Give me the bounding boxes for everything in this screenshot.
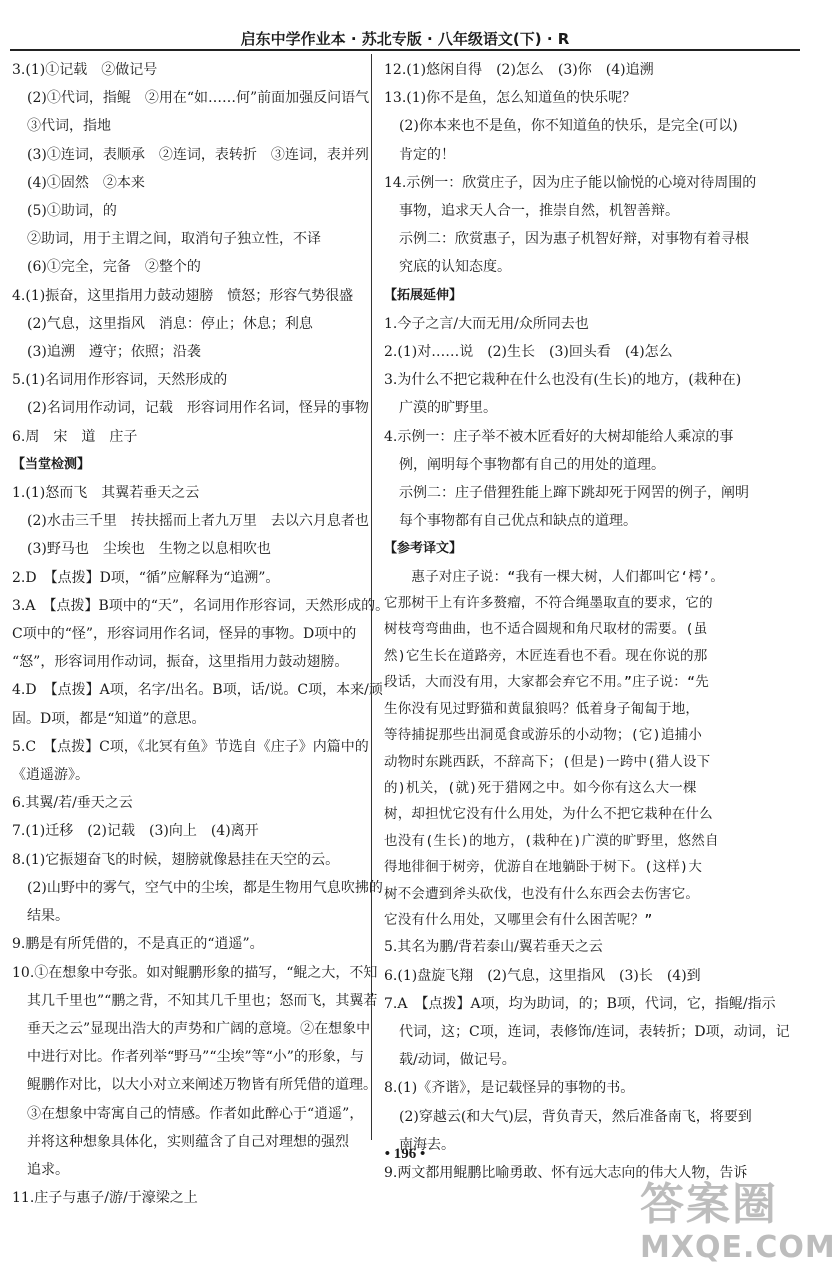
answer-line: ②助词，用于主谓之间，取消句子独立性，不译 [27, 231, 321, 248]
answer-line: 4.D 【点拨】A项，名字/出名。B项，话/说。C项，本来/顽 [12, 682, 383, 699]
answer-line: ③代词，指地 [27, 118, 111, 135]
answer-line: 1.今子之言/大而无用/众所同去也 [384, 315, 589, 332]
answer-line: (3)追溯 遵守；依照；沿袭 [27, 344, 201, 361]
translation-line: 然)它生长在道路旁，木匠连看也不看。现在你说的那 [384, 647, 708, 664]
answer-line: 载/动词，做记号。 [399, 1052, 516, 1069]
answer-line: 8.(1)它振翅奋飞的时候，翅膀就像悬挂在天空的云。 [12, 851, 340, 868]
answer-line: 2.D 【点拨】D项，“循”应解释为“追溯”。 [12, 569, 280, 586]
answer-line: (2)山野中的雾气，空气中的尘埃，都是生物用气息吹拂的 [27, 879, 383, 896]
answer-line: C项中的“怪”，形容词用作名词，怪异的事物。D项中的 [12, 626, 357, 643]
answer-line: 并将这种想象具体化，实则蕴含了自己对理想的强烈 [27, 1133, 349, 1150]
answer-line: 9.鹏是有所凭借的，不是真正的“逍遥”。 [12, 936, 264, 953]
answer-line: ③在想象中寄寓自己的情感。作者如此醉心于“逍遥”， [27, 1105, 364, 1122]
answer-line: (2)穿越云(和大气)层，背负青天，然后准备南飞，将要到 [399, 1108, 752, 1125]
answer-line: 固。D项，都是“知道”的意思。 [12, 710, 206, 727]
answer-line: 垂天之云”显现出浩大的声势和广阔的意境。②在想象中 [27, 1020, 371, 1037]
translation-line: 得地徘徊于树旁，优游自在地躺卧于树下。(这样)大 [384, 859, 703, 876]
translation-line: 它那树干上有许多赘瘤，不符合绳墨取直的要求，它的 [384, 595, 713, 612]
answer-line: 示例二：庄子借狸狌能上蹿下跳却死于网罟的例子，阐明 [399, 485, 749, 502]
left-column [12, 56, 390, 1212]
answer-line: (4)①固然 ②本来 [27, 174, 145, 191]
answer-line: 11.庄子与惠子/游/于濠梁之上 [12, 1190, 198, 1207]
answer-line: 13.(1)你不是鱼，怎么知道鱼的快乐呢？ [384, 90, 637, 107]
right-answers-top [384, 56, 802, 564]
translation-line: 树，却担忧它没有什么用处，为什么不把它栽种在什么 [384, 806, 713, 823]
answer-line: 4.(1)振奋，这里指用力鼓动翅膀 愤怒；形容气势很盛 [12, 287, 354, 304]
answer-line: 3.(1)①记载 ②做记号 [12, 62, 158, 78]
watermark-text-top: 答案圈 [640, 1179, 778, 1230]
answer-line: 5.C 【点拨】C项，《北冥有鱼》节选自《庄子》内篇中的 [12, 738, 369, 755]
answer-line: 5.其名为鹏/背若泰山/翼若垂天之云 [384, 939, 603, 956]
answer-line: (3)野马也 尘埃也 生物之以息相吹也 [27, 541, 271, 558]
right-column [384, 56, 802, 1187]
answer-line: 代词，这；C项，连词，表修饰/连词，表转折；D项，动词，记 [399, 1023, 790, 1040]
translation-line: 生你没有见过野猫和黄鼠狼吗？低着身子匍匐于地， [384, 700, 700, 717]
page-number: • 196 • [384, 1146, 426, 1162]
translation-line: 树不会遭到斧头砍伐，也没有什么东西会去伤害它。 [384, 885, 700, 902]
translation-line: 的)机关，(就)死于猎网之中。如今你有这么大一棵 [384, 779, 697, 796]
answer-line: 广漠的旷野里。 [399, 400, 497, 417]
answer-line: 南海去。 [399, 1136, 455, 1153]
translation-line: 惠子对庄子说：“我有一棵大树，人们都叫它‘樗’。 [384, 568, 725, 585]
page-header [0, 0, 810, 50]
answer-line: 6.(1)盘旋飞翔 (2)气息，这里指风 (3)长 (4)到 [384, 967, 701, 984]
answer-line: (2)你本来也不是鱼，你不知道鱼的快乐，是完全(可以) [399, 118, 738, 135]
answer-line: (2)气息，这里指风 消息：停止；休息；利息 [27, 315, 313, 332]
reference-translation [384, 564, 802, 934]
answer-line: 10.①在想象中夸张。如对鲲鹏形象的描写，“鲲之大，不知 [12, 964, 378, 981]
answer-line: 8.(1)《齐谐》，是记载怪异的事物的书。 [384, 1080, 635, 1097]
section-heading: 【当堂检测】 [12, 456, 91, 472]
answer-line: 事物，追求天人合一，推崇自然，机智善辩。 [399, 203, 679, 220]
answer-line: 其几千里也”“鹏之背，不知其几千里也；怒而飞，其翼若 [27, 992, 378, 1009]
answer-line: 9.两文都用鲲鹏比喻勇敢、怀有远大志向的伟大人物，告诉 [384, 1164, 748, 1181]
watermark-text-bottom: MXQE.COM [640, 1230, 836, 1265]
answer-line: 究底的认知态度。 [399, 259, 511, 276]
answer-line: 2.(1)对……说 (2)生长 (3)回头看 (4)怎么 [384, 344, 673, 361]
answer-line: 3.A 【点拨】B项中的“天”，名词用作形容词，天然形成的。 [12, 597, 390, 614]
translation-line: 它没有什么用处，又哪里会有什么困苦呢？” [384, 911, 653, 928]
section-heading: 【拓展延伸】 [384, 287, 463, 303]
header-rule [10, 49, 800, 51]
answer-line: 追求。 [27, 1161, 69, 1178]
answer-line: “怒”，形容词用作动词，振奋，这里指用力鼓动翅膀。 [12, 654, 349, 671]
translation-line: 动物时东跳西跃，不辞高下；(但是)一跨中(猎人设下 [384, 753, 711, 770]
answer-line: 7.(1)迁移 (2)记载 (3)向上 (4)离开 [12, 823, 259, 840]
answer-line: 结果。 [27, 908, 69, 925]
answer-line: (2)①代词，指鲲 ②用在“如……何”前面加强反问语气 [27, 90, 370, 107]
answer-line: 3.为什么不把它栽种在什么也没有(生长)的地方，(栽种在) [384, 372, 742, 389]
answer-line: 6.周 宋 道 庄子 [12, 428, 138, 445]
answer-line: 鲲鹏作对比，以大小对立来阐述万物皆有所凭借的道理。 [27, 1077, 377, 1094]
answer-line: 肯定的！ [399, 146, 455, 163]
answer-line: 1.(1)怒而飞 其翼若垂天之云 [12, 485, 200, 502]
answer-line: 7.A 【点拨】A项，均为助词，的；B项，代词，它，指鲲/指示 [384, 995, 776, 1012]
watermark-logo [640, 1179, 836, 1275]
section-heading: 【参考译文】 [384, 541, 463, 557]
translation-line: 等待捕捉那些出洞觅食或游乐的小动物；(它)追捕小 [384, 727, 703, 744]
answer-line: (5)①助词，的 [27, 203, 117, 220]
answer-line: 12.(1)悠闲自得 (2)怎么 (3)你 (4)追溯 [384, 62, 654, 78]
answer-line: (2)名词用作动词，记载 形容词用作名词，怪异的事物 [27, 400, 369, 417]
answer-line: (3)①连词，表顺承 ②连词，表转折 ③连词，表并列 [27, 146, 369, 163]
translation-line: 树枝弯弯曲曲，也不适合圆规和角尺取材的需要。(虽 [384, 621, 708, 638]
answer-line: 例，阐明每个事物都有自己的用处的道理。 [399, 456, 665, 473]
answer-line: 中进行对比。作者列举“野马”“尘埃”等“小”的形象，与 [27, 1049, 364, 1066]
answer-line: 每个事物都有自己优点和缺点的道理。 [399, 513, 637, 530]
header-title: 启东中学作业本 · 苏北专版 · 八年级语文(下) · R [240, 30, 570, 48]
answer-line: 示例二：欣赏惠子，因为惠子机智好辩，对事物有着寻根 [399, 231, 749, 248]
translation-line: 也没有(生长)的地方，(栽种在)广漠的旷野里，悠然自 [384, 832, 719, 849]
answer-line: (2)水击三千里 抟扶摇而上者九万里 去以六月息者也 [27, 513, 369, 530]
translation-line: 段话，大而没有用，大家都会弃它不用。”庄子说：“先 [384, 674, 710, 691]
answer-line: 6.其翼/若/垂天之云 [12, 795, 133, 812]
answer-line: 《逍遥游》。 [12, 767, 89, 784]
answer-line: (6)①完全，完备 ②整个的 [27, 259, 201, 276]
answer-line: 4.示例一：庄子举不被木匠看好的大树却能给人乘凉的事 [384, 428, 734, 445]
answer-line: 5.(1)名词用作形容词，天然形成的 [12, 372, 228, 389]
answer-line: 14.示例一：欣赏庄子，因为庄子能以愉悦的心境对待周围的 [384, 174, 757, 191]
